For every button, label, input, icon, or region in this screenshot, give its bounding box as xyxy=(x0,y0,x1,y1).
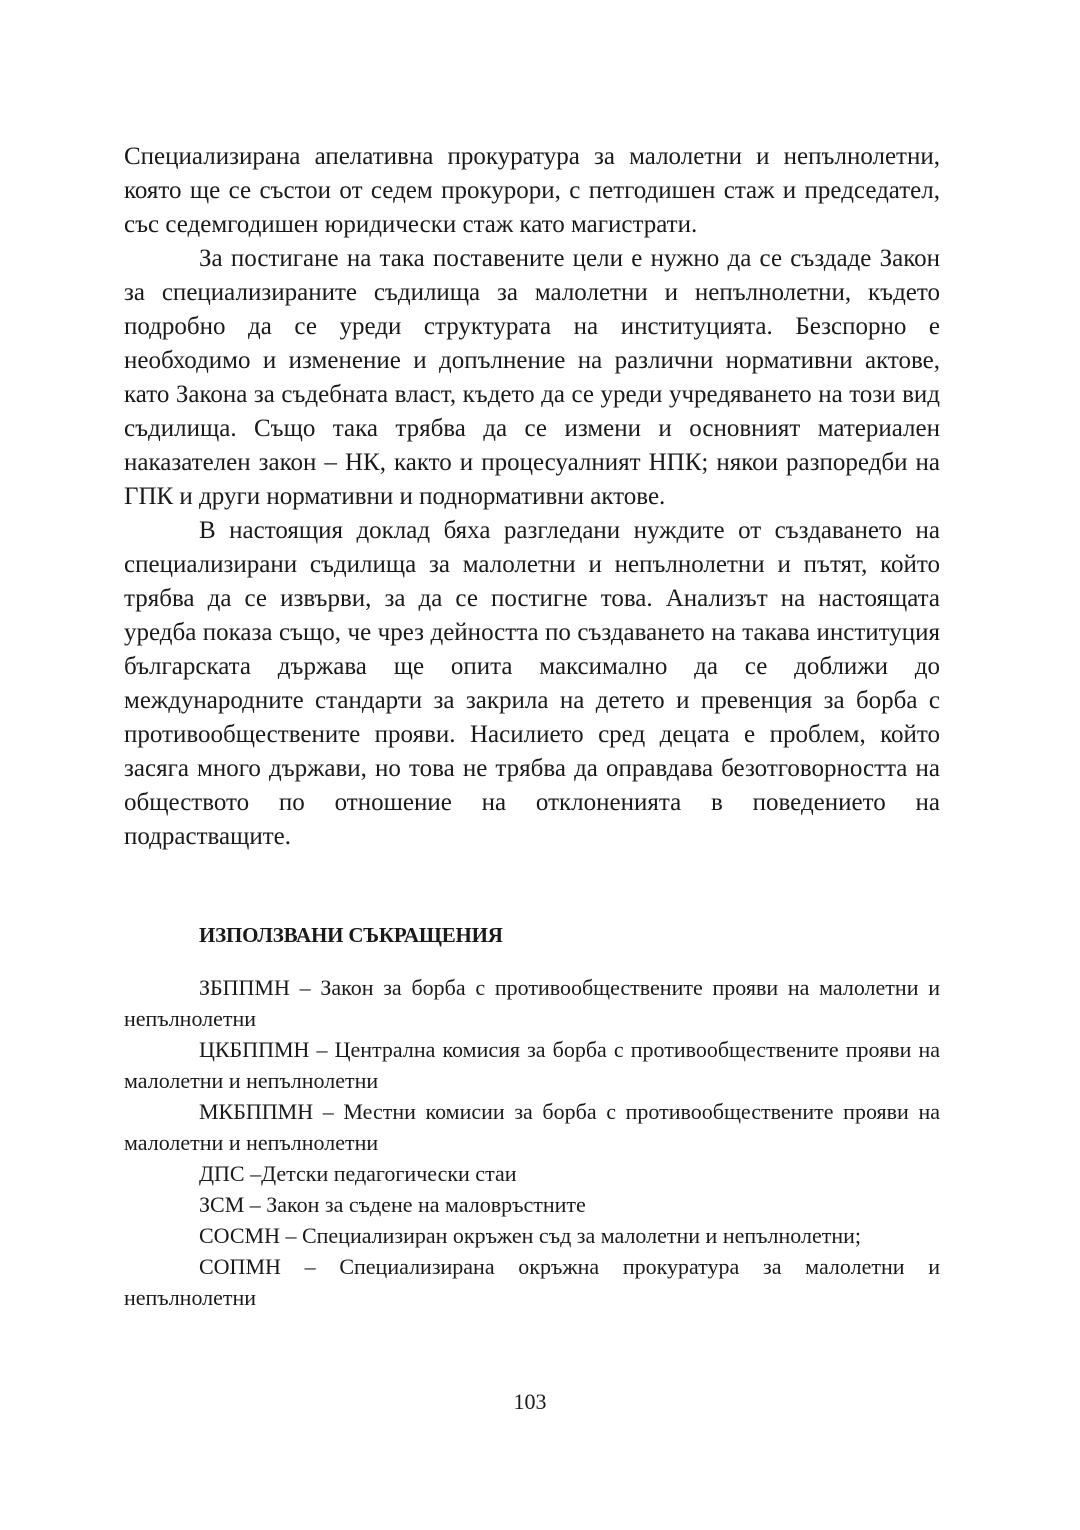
abbreviation-item: ЗСМ – Закон за съдене на маловръстните xyxy=(199,1192,586,1217)
abbreviation-item: ДПС –Детски педагогически стаи xyxy=(199,1161,517,1186)
page-number: 103 xyxy=(513,1389,547,1414)
abbreviation-item: ЦКБППМН – Централна комисия за борба с противообществените прояви на малолетни и непълнолетни xyxy=(124,1037,940,1093)
abbreviation-item: СОПМН – Специализирана окръжна прокуратура за малолетни и непълнолетни xyxy=(124,1254,940,1310)
paragraph-continuation: Специализирана апелативна прокуратура за малолетни и непълнолетни, която ще се състои от седем прокурори, с петгодишен стаж и председател, със седемгодишен юридически стаж като магистрати. xyxy=(124,143,940,238)
abbreviation-item: МКБППМН – Местни комисии за борба с противообществените прояви на малолетни и непълнолетни xyxy=(124,1099,940,1155)
paragraph-conclusion: В настоящия доклад бяха разгледани нуждите от създаването на специализирани съдилища за малолетни и непълнолетни и пътят, който трябва да се извърви, за да се постигне това. Анализът на настоящата уредба показа също, че чрез дейността по създаването на такава институция българската държава ще опита максимално да се доближи до международните стандарти за закрила на детето и превенция за борба с противообществените прояви. Насилието сред децата е проблем, който засяга много държави, но това не трябва да оправдава безотговорността на обществото по отношение на отклоненията в поведението на подрастващите. xyxy=(124,517,940,850)
abbreviations-heading: ИЗПОЛЗВАНИ СЪКРАЩЕНИЯ xyxy=(199,923,503,947)
abbreviation-item: ЗБППМН – Закон за борба с противообществените прояви на малолетни и непълнолетни xyxy=(124,975,940,1031)
abbreviation-item: СОСМН – Специализиран окръжен съд за малолетни и непълнолетни; xyxy=(199,1223,861,1248)
abbreviations-list xyxy=(124,972,940,1313)
document-page xyxy=(124,140,940,1313)
paragraph-goals: За постигане на така поставените цели е нужно да се създаде Закон за специализираните съдилища за малолетни и непълнолетни, където подробно да се уреди структурата на институцията. Безспорно е необходимо и изменение и допълнение на различни нормативни актове, като Закона за съдебната власт, където да се уреди учредяването на този вид съдилища. Също така трябва да се измени и основният материален наказателен закон – НК, както и процесуалният НПК; някои разпоредби на ГПК и други нормативни и поднормативни актове. xyxy=(124,245,940,510)
body-text xyxy=(124,140,940,854)
